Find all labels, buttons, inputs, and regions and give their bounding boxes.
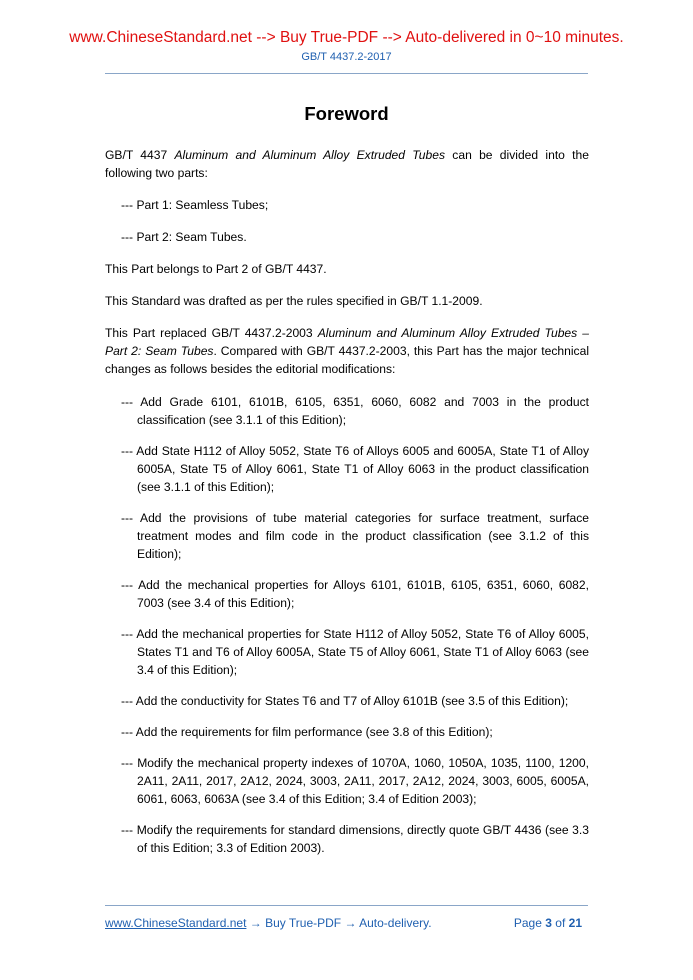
header-divider: [105, 73, 588, 74]
footer-divider: [105, 905, 588, 906]
part-list-item: --- Part 2: Seam Tubes.: [121, 230, 247, 244]
change-item: --- Add State H112 of Alloy 5052, State T6 of Alloys 6005 and 6005A, State T1 of Alloy 6005A, State T5 of Alloy 6061, State T1 of Alloy 6063 in the product classification (see 3.1.1 of this Edition);: [121, 444, 589, 494]
document-body: [105, 146, 589, 857]
belongs-paragraph: This Part belongs to Part 2 of GB/T 4437.: [105, 262, 327, 276]
standard-number: GB/T 4437.2-2017: [301, 51, 392, 63]
replaced-standard-title: Aluminum and Aluminum Alloy Extruded Tubes – Part 2: Seam Tubes: [105, 326, 589, 358]
header-banner[interactable]: www.ChineseStandard.net --> Buy True-PDF --> Auto-delivered in 0~10 minutes.: [69, 29, 624, 46]
change-item: --- Modify the mechanical property indexes of 1070A, 1060, 1050A, 1035, 1100, 1200, 2A11, 2A11, 2017, 2A12, 2024, 3003, 2A11, 2017, 2A12, 2024, 3003, 6005, 6005A, 6061, 6063, 6063A (see 3.4 of this Edition; 3.4 of Edition 2003);: [121, 756, 589, 806]
change-item: --- Add the conductivity for States T6 and T7 of Alloy 6101B (see 3.5 of this Edition);: [121, 694, 569, 708]
page-current: 3: [545, 916, 552, 930]
intro-text-post: can be divided into the following two parts:: [105, 148, 589, 180]
change-item: --- Modify the requirements for standard dimensions, directly quote GB/T 4436 (see 3.3 of this Edition; 3.3 of Edition 2003).: [121, 823, 589, 855]
change-item: --- Add the requirements for film performance (see 3.8 of this Edition);: [121, 725, 493, 739]
change-item: --- Add Grade 6101, 6101B, 6105, 6351, 6060, 6082 and 7003 in the product classification (see 3.1.1 of this Edition);: [121, 395, 589, 427]
change-item: --- Add the mechanical properties for State H112 of Alloy 5052, State T6 of Alloy 6005, States T1 and T6 of Alloy 6005A, State T5 of Alloy 6061, State T1 of Alloy 6063 (see 3.4 of this Edition);: [121, 627, 589, 677]
footer-site-link[interactable]: www.ChineseStandard.net: [105, 916, 247, 930]
page-label: Page: [513, 916, 542, 930]
replaced-text-post: . Compared with GB/T 4437.2-2003, this Part has the major technical changes as follows besides the editorial modifications:: [105, 344, 589, 376]
footer-promo: [105, 916, 432, 930]
intro-standard-title: Aluminum and Aluminum Alloy Extruded Tubes: [174, 148, 446, 162]
drafted-paragraph: This Standard was drafted as per the rules specified in GB/T 1.1-2009.: [105, 294, 483, 308]
page-title: Foreword: [304, 103, 389, 124]
replaced-paragraph: [105, 324, 589, 378]
page-total: 21: [568, 916, 582, 930]
change-item: --- Add the provisions of tube material categories for surface treatment, surface treatment modes and film code in the product classification (see 3.1.2 of this Edition);: [121, 511, 589, 561]
page-indicator: [514, 916, 582, 930]
footer-promo-text: → Buy True-PDF → Auto-delivery.: [246, 916, 432, 930]
page-of-label: of: [555, 916, 566, 930]
intro-paragraph: [105, 146, 589, 182]
change-item: --- Add the mechanical properties for Alloys 6101, 6101B, 6105, 6351, 6060, 6082, 7003 (see 3.4 of this Edition);: [121, 578, 589, 610]
replaced-text-pre: This Part replaced GB/T 4437.2-2003: [105, 326, 318, 340]
part-list-item: --- Part 1: Seamless Tubes;: [121, 198, 269, 212]
intro-text-pre: GB/T 4437: [105, 148, 175, 162]
